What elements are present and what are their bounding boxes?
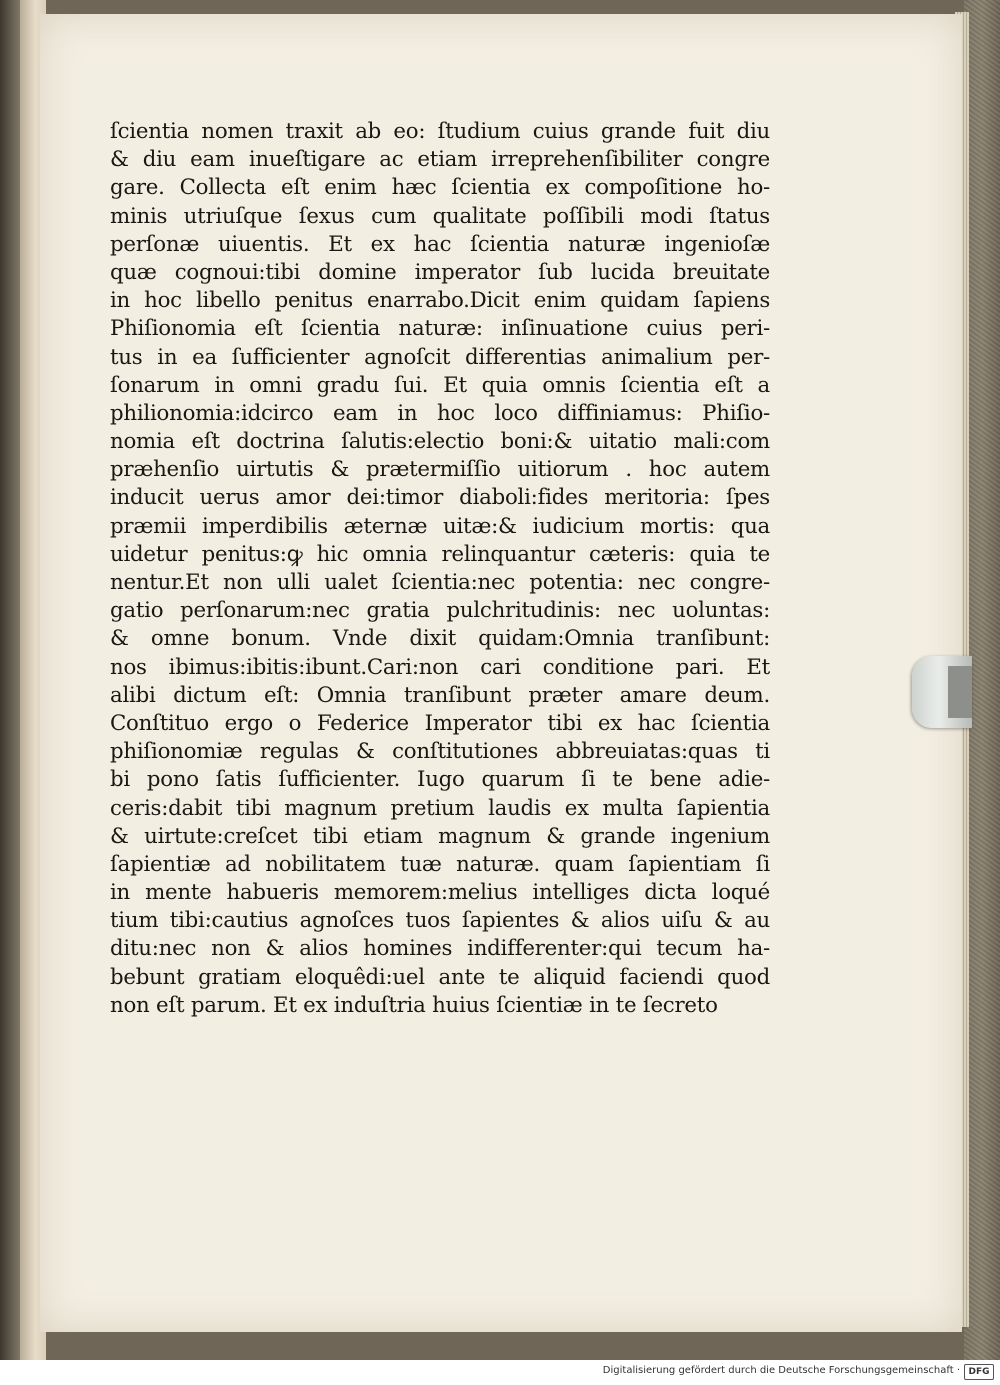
text-line: ſcientia nomen traxit ab eo: ſtudium cuius grande fuit diu (110, 119, 770, 144)
text-line: & diu eam inueſtigare ac etiam irreprehenſibiliter congre (110, 147, 770, 173)
dfg-logo: DFG (964, 1364, 994, 1380)
text-line: minis utriuſque ſexus cum qualitate poſſibili modi ſtatus (110, 203, 770, 229)
page-clip-strip (948, 666, 972, 718)
text-line: tium tibi:cautius agnoſces tuos ſapientes & alios uiſu & au (110, 908, 770, 934)
text-line: ceris:dabit tibi magnum pretium laudis ex multa ſapientia (110, 795, 770, 821)
text-line: præmii imperdibilis æternæ uitæ:& iudicium mortis: qua (110, 513, 770, 539)
text-line: Phiſionomia eſt ſcientia naturæ: inſinuatione cuius peri- (110, 316, 770, 342)
funding-credit: Digitalisierung gefördert durch die Deutsche Forschungsgemeinschaft · (602, 1365, 960, 1376)
text-line: perſonæ uiuentis. Et ex hac ſcientia naturæ ingenioſæ (110, 231, 770, 257)
text-line: tus in ea ſufficienter agnoſcit differentias animalium per- (110, 344, 770, 370)
text-line: nentur.Et non ulli ualet ſcientia:nec potentia: nec congre- (110, 570, 770, 595)
text-line: gatio perſonarum:nec gratia pulchritudinis: nec uoluntas: (110, 598, 770, 624)
text-line: ditu:nec non & alios homines indifferenter:qui tecum ha- (110, 936, 770, 962)
text-line: bebunt gratiam eloquêdi:uel ante te aliquid faciendi quod (110, 964, 770, 990)
text-line: præhenſio uirtutis & prætermiſſio uitiorum . hoc autem (110, 457, 770, 483)
text-line: in mente habueris memorem:melius intelliges dicta loqué (110, 880, 770, 906)
text-line: inducit uerus amor dei:timor diaboli:fides meritoria: ſpes (110, 485, 770, 511)
text-line: nomia eſt doctrina ſalutis:electio boni:& uitatio mali:com (110, 429, 770, 455)
text-line: phiſionomiæ regulas & conſtitutiones abbreuiatas:quas ti (110, 739, 770, 765)
footer (0, 1360, 1000, 1385)
text-line: Conſtituo ergo o Federice Imperator tibi ex hac ſcientia (110, 710, 770, 736)
text-line: & uirtute:creſcet tibi etiam magnum & grande ingenium (110, 823, 770, 849)
text-line: in hoc libello penitus enarrabo.Dicit enim quidam ſapiens (110, 288, 770, 314)
text-line: nos ibimus:ibitis:ibunt.Cari:non cari conditione pari. Et (110, 654, 770, 680)
text-line: & omne bonum. Vnde dixit quidam:Omnia tranſibunt: (110, 626, 770, 652)
text-line: ſapientiæ ad nobilitatem tuæ naturæ. quam ſapientiam ſi (110, 851, 770, 877)
text-line: quæ cognoui:tibi domine imperator ſub lucida breuitate (110, 259, 770, 285)
text-line: gare. Collecta eſt enim hæc ſcientia ex compoſitione ho- (110, 175, 770, 201)
text-line: alibi dictum eſt: Omnia tranſibunt præter amare deum. (110, 682, 770, 708)
text-line: philionomia:idcirco eam in hoc loco diffiniamus: Phiſio- (110, 400, 770, 426)
text-line: ſonarum in omni gradu ſui. Et quia omnis ſcientia eſt a (110, 372, 770, 398)
text-line: uidetur penitus:ꝙ hic omnia relinquantur cæteris: quia te (110, 541, 770, 567)
text-line: bi pono ſatis ſufficienter. Iugo quarum ſi te bene adie- (110, 767, 770, 793)
text-line: non eſt parum. Et ex induſtria huius ſcientiæ in te ſecreto (110, 992, 718, 1018)
page-text (110, 118, 770, 1020)
